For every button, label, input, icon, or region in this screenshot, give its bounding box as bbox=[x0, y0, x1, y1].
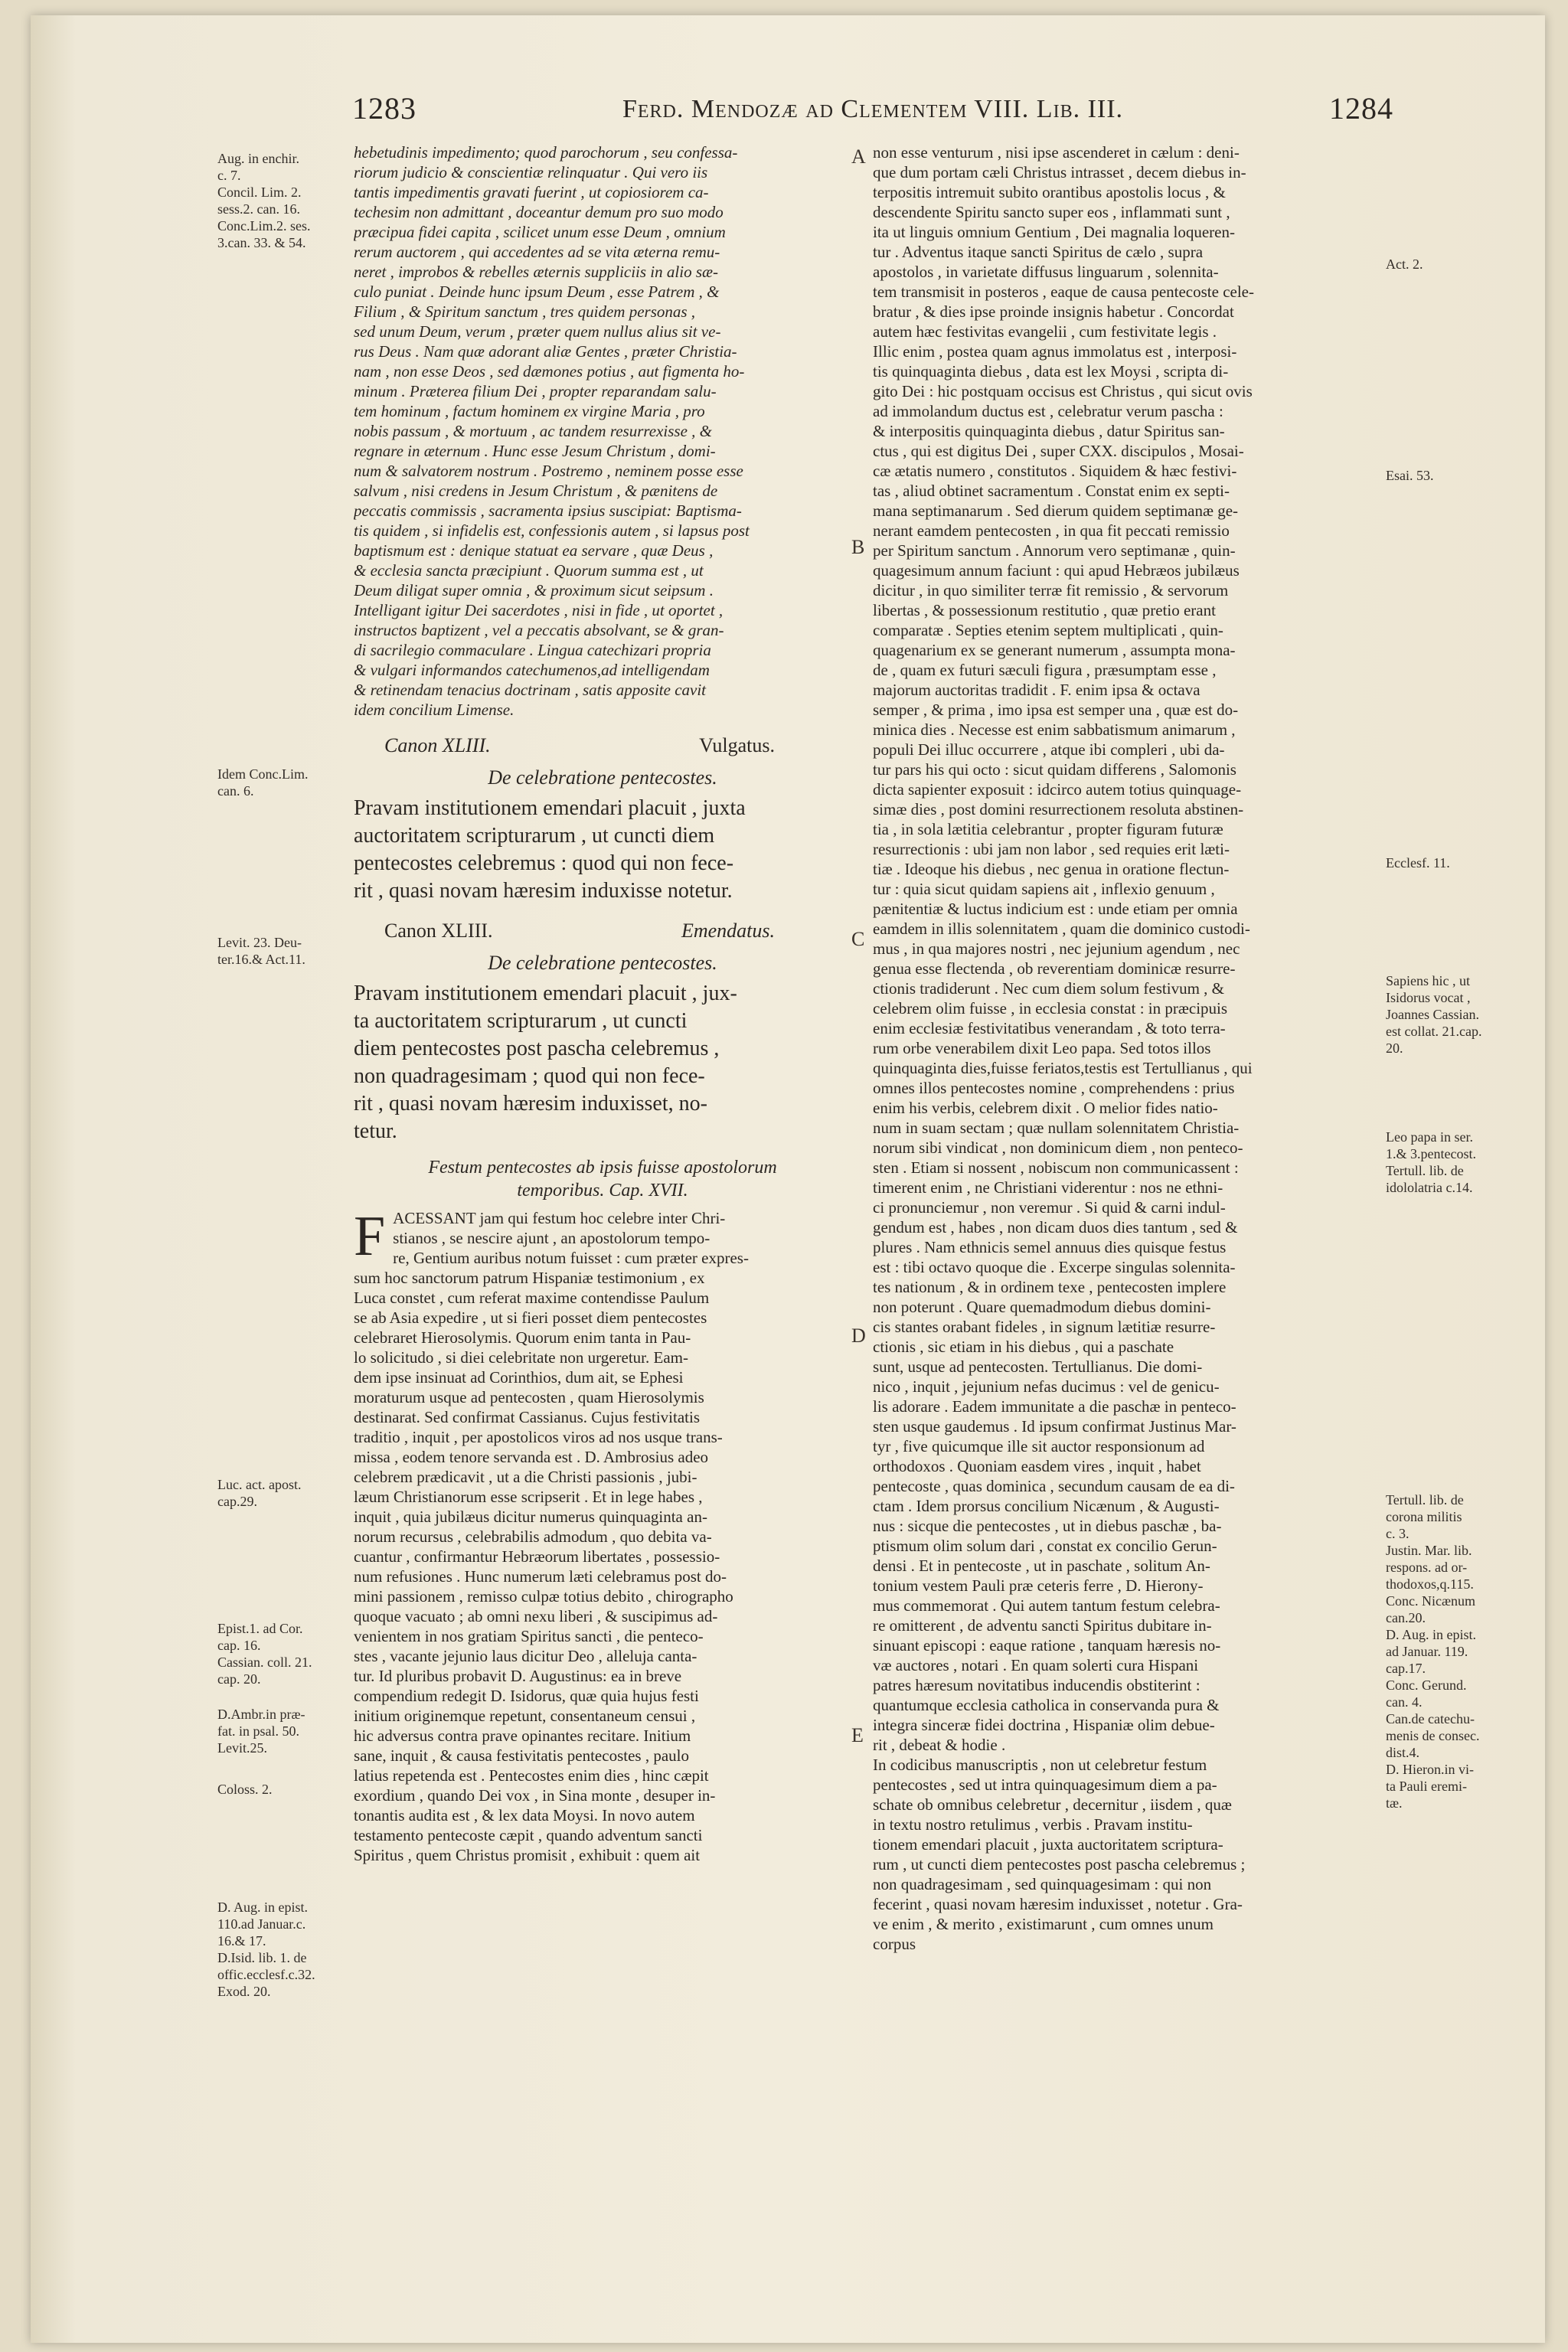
text-line: integra sinceræ fidei doctrina , Hispaniæ olim debue- bbox=[873, 1716, 1215, 1734]
drop-cap: F bbox=[354, 1205, 386, 1268]
left-note bbox=[217, 1476, 301, 1510]
page-number-left: 1283 bbox=[352, 91, 416, 126]
right-column bbox=[873, 142, 1370, 1954]
text-line: Illic enim , postea quam agnus immolatus est , interposi- bbox=[873, 342, 1237, 361]
text-line: sunt, usque ad pentecosten. Tertullianus. Die domi- bbox=[873, 1357, 1203, 1376]
text-line: dicitur , in quo similiter terræ fit remissio , & servorum bbox=[873, 581, 1229, 599]
text-line: mus commemorat . Qui autem tantum festum celebra- bbox=[873, 1596, 1220, 1615]
left-note bbox=[217, 1706, 305, 1756]
text-line: dist.4. bbox=[1386, 1745, 1420, 1760]
text-line: Pravam institutionem emendari placuit , jux- bbox=[354, 982, 737, 1005]
canon-text-emendatus bbox=[354, 980, 851, 1145]
text-line: comparatæ . Septies etenim septem multiplicati , quin- bbox=[873, 621, 1223, 639]
text-line: cap. 16. bbox=[217, 1638, 261, 1653]
text-line: celebrem prædicavit , ut a die Christi passionis , jubi- bbox=[354, 1468, 697, 1486]
text-line: Levit.25. bbox=[217, 1740, 267, 1756]
text-line: quoque vacuato ; ab omni nexu liberi , & suscipimus ad- bbox=[354, 1607, 718, 1625]
text-line: cap.17. bbox=[1386, 1661, 1426, 1676]
text-line: norum recursus , celebrabilis admodum , quo debita va- bbox=[354, 1527, 712, 1546]
text-line: rus Deus . Nam quæ adorant aliæ Gentes , præter Christia- bbox=[354, 342, 737, 361]
text-line: tæ. bbox=[1386, 1795, 1403, 1811]
text-line: pentecoste , quas dominica , secundum causam de ea di- bbox=[873, 1477, 1235, 1495]
text-line: in textu nostro retulimus , verbis . Pravam institu- bbox=[873, 1815, 1193, 1834]
text-line: ACESSANT jam qui festum hoc celebre inter Chri- bbox=[393, 1209, 726, 1227]
text-line: libertas , & possessionum restitutio , quæ pretio erant bbox=[873, 601, 1216, 619]
text-line: non quadragesimam ; quod qui non fece- bbox=[354, 1064, 705, 1088]
text-line: pænitentiæ & luctus indicium est : unde etiam per omnia bbox=[873, 900, 1238, 918]
text-line: menis de consec. bbox=[1386, 1728, 1480, 1743]
left-note bbox=[217, 766, 308, 799]
text-line: Act. 2. bbox=[1386, 256, 1423, 272]
section-letter-c: C bbox=[851, 928, 865, 950]
text-line: tiæ . Ideoque his diebus , nec genua in oratione flectun- bbox=[873, 860, 1230, 878]
text-line: exordium , quando Dei vox , in Sina monte , desuper in- bbox=[354, 1786, 716, 1805]
text-line: tia , in sola lætitia celebrantur , propter figuram futuræ bbox=[873, 820, 1223, 838]
text-line: tis quidem , si infidelis est, confessionis autem , si lapsus post bbox=[354, 521, 750, 540]
text-line: tis quinquaginta diebus , data est lex Moysi , scripta di- bbox=[873, 362, 1229, 381]
text-line: can.20. bbox=[1386, 1610, 1426, 1625]
chapter-heading bbox=[354, 1156, 851, 1202]
text-line: præcipua fidei capita , scilicet unum esse Deum , omnium bbox=[354, 223, 726, 241]
text-line: 20. bbox=[1386, 1040, 1403, 1056]
text-line: & vulgari informandos catechumenos,ad intelligendam bbox=[354, 661, 710, 679]
text-line: baptismum est : denique statuat ea servare , quæ Deus , bbox=[354, 541, 714, 560]
text-line: 16.& 17. bbox=[217, 1933, 266, 1949]
left-note bbox=[217, 1899, 315, 2000]
text-line: tas , aliud obtinet sacramentum . Constat enim ex septi- bbox=[873, 482, 1230, 500]
text-line: eamdem in illis solennitatem , quam die dominico custodi- bbox=[873, 920, 1250, 938]
canon-subheading: De celebratione pentecostes. bbox=[488, 952, 717, 974]
section-letter-b: B bbox=[851, 536, 865, 558]
text-line: In codicibus manuscriptis , non ut celebretur festum bbox=[873, 1756, 1207, 1774]
text-line: stianos , se nescire ajunt , an apostolorum tempo- bbox=[393, 1229, 710, 1247]
text-line: nobis passum , & mortuum , ac tandem resurrexisse , & bbox=[354, 422, 713, 440]
text-line: & interpositis quinquaginta diebus , datur Spiritus san- bbox=[873, 422, 1225, 440]
text-line: instructos baptizent , vel a peccatis absolvant, se & gran- bbox=[354, 621, 724, 639]
canon-version-label: Vulgatus. bbox=[699, 734, 775, 756]
left-note bbox=[217, 150, 311, 251]
right-note bbox=[1386, 256, 1423, 273]
text-line: Festum pentecostes ab ipsis fuisse apostolorum bbox=[428, 1158, 777, 1178]
right-note bbox=[1386, 1491, 1479, 1811]
left-note bbox=[217, 934, 305, 968]
text-line: D.Isid. lib. 1. de bbox=[217, 1950, 307, 1965]
text-line: initium originemque repetunt, consentaneum censui , bbox=[354, 1707, 696, 1725]
text-line: Tertull. lib. de bbox=[1386, 1492, 1464, 1508]
text-line: idem concilium Limense. bbox=[354, 701, 514, 719]
text-line: est : tibi octavo quoque die . Excerpe singulas solennita- bbox=[873, 1258, 1236, 1276]
text-line: pentecostes celebremus : quod qui non fece- bbox=[354, 851, 734, 875]
text-line: moraturum usque ad pentecosten , quam Hierosolymis bbox=[354, 1388, 704, 1406]
text-line: nus : sicque die pentecostes , ut in diebus paschæ , ba- bbox=[873, 1517, 1222, 1535]
text-line: schate ob omnibus celebretur , decernitur , iisdem , quæ bbox=[873, 1795, 1232, 1814]
text-line: omnes illos pentecostes nomine , comprehendens : prius bbox=[873, 1079, 1235, 1097]
text-line: Sapiens hic , ut bbox=[1386, 973, 1470, 988]
text-line: Concil. Lim. 2. bbox=[217, 185, 302, 200]
text-line: neret , improbos & rebelles æternis suppliciis in alio sæ- bbox=[354, 263, 718, 281]
right-note bbox=[1386, 467, 1434, 484]
text-line: rerum auctorem , qui accedentes ad se vita æterna remu- bbox=[354, 243, 720, 261]
text-line: tantis impedimentis gravati fuerint , ut copiosiorem ca- bbox=[354, 183, 709, 201]
text-line: gendum est , habes , non dicam duos dies tantum , sed & bbox=[873, 1218, 1238, 1236]
text-line: rit , quasi novam hæresim induxisset, no- bbox=[354, 1092, 707, 1116]
text-line: dem ipse insinuat ad Corinthios, dum ait, se Ephesi bbox=[354, 1368, 684, 1387]
text-line: celebrem olim fuisse , in ecclesia constat : in præcipuis bbox=[873, 999, 1228, 1018]
text-line: tonantis audita est , & lex data Moysi. In novo autem bbox=[354, 1806, 695, 1824]
text-line: re, Gentium auribus notum fuisset : cum præter expres- bbox=[393, 1249, 749, 1267]
text-line: & retinendam tenacius doctrinam , satis apposite cavit bbox=[354, 681, 707, 699]
text-line: sinuant episcopi : eaque ratione , tanquam hæresis no- bbox=[873, 1636, 1221, 1655]
text-line: ta auctoritatem scripturarum , ut cuncti bbox=[354, 1009, 688, 1033]
text-line: ad Januar. 119. bbox=[1386, 1644, 1468, 1659]
section-letter-d: D bbox=[851, 1325, 866, 1347]
text-line: ter.16.& Act.11. bbox=[217, 952, 305, 967]
text-line: tem transmisit in posteros , eaque de causa pentecoste cele- bbox=[873, 283, 1254, 301]
text-line: minum . Præterea filium Dei , propter reparandam salu- bbox=[354, 382, 717, 400]
text-line: rit , quasi novam hæresim induxisse notetur. bbox=[354, 879, 733, 903]
text-line: stes , vacante jejunio laus dicitur Deo , alleluja canta- bbox=[354, 1647, 697, 1665]
text-line: sten . Etiam si nossent , nobiscum non communicassent : bbox=[873, 1158, 1239, 1177]
text-line: tonium vestem Pauli præ ceteris ferre , D. Hierony- bbox=[873, 1576, 1204, 1595]
text-line: tionem emendari placuit , juxta auctoritatem scriptura- bbox=[873, 1835, 1223, 1854]
text-line: dicta sapienter exposuit : idcirco autem totius quinquage- bbox=[873, 780, 1242, 799]
text-line: offic.ecclesf.c.32. bbox=[217, 1967, 315, 1982]
text-line: hebetudinis impedimento; quod parochorum , seu confessa- bbox=[354, 143, 738, 162]
canon-subheading: De celebratione pentecostes. bbox=[488, 766, 717, 789]
text-line: destinarat. Sed confirmat Cassianus. Cujus festivitatis bbox=[354, 1408, 701, 1426]
text-line: fecerint , quasi novam hæresim induxisset , notetur . Gra- bbox=[873, 1895, 1243, 1913]
page-number-right: 1284 bbox=[1329, 91, 1393, 126]
text-line: Joannes Cassian. bbox=[1386, 1007, 1479, 1022]
text-line: Justin. Mar. lib. bbox=[1386, 1543, 1472, 1558]
text-line: Deum diligat super omnia , & proximum sicut seipsum . bbox=[354, 581, 714, 599]
text-line: ctionis tradiderunt . Nec cum diem solum festivum , & bbox=[873, 979, 1224, 998]
text-line: resurrectionis : ubi jam non labor , sed requies erit læti- bbox=[873, 840, 1230, 858]
text-line: Conc. Nicænum bbox=[1386, 1593, 1475, 1609]
canon-heading-emendatus bbox=[354, 916, 851, 946]
text-line: Conc.Lim.2. ses. bbox=[217, 218, 311, 234]
canon-number: Canon XLIII. bbox=[384, 734, 491, 756]
text-line: Ecclesf. 11. bbox=[1386, 855, 1450, 871]
text-line: mana septimanarum . Sed dierum quidem septimanæ ge- bbox=[873, 501, 1239, 520]
isidore-quote-paragraph bbox=[873, 142, 1370, 1755]
text-line: per Spiritum sanctum . Annorum vero septimanæ , quin- bbox=[873, 541, 1236, 560]
text-line: thodoxos,q.115. bbox=[1386, 1576, 1474, 1592]
text-line: lis adorare . Eadem immunitate a die paschæ in penteco- bbox=[873, 1397, 1236, 1416]
text-line: semper , & prima , imo ipsa est semper una , quæ est do- bbox=[873, 701, 1239, 719]
text-line: corona militis bbox=[1386, 1509, 1462, 1524]
text-line: sane, inquit , & causa festivitatis pentecostes , paulo bbox=[354, 1746, 689, 1765]
text-line: nico , inquit , jejunium nefas ducimus : vel de genicu- bbox=[873, 1377, 1220, 1396]
text-line: densi . Et in pentecoste , ut in paschate , solitum An- bbox=[873, 1557, 1210, 1575]
text-line: sten usque gaudemus . Id ipsum confirmat Justinus Mar- bbox=[873, 1417, 1236, 1436]
text-line: tem hominum , factum hominem ex virgine Maria , pro bbox=[354, 402, 705, 420]
text-line: mus , in qua majores nostri , nec jejunium agendum , nec bbox=[873, 939, 1240, 958]
text-line: idololatria c.14. bbox=[1386, 1180, 1473, 1195]
text-line: Exod. 20. bbox=[217, 1984, 271, 1999]
section-letter-e: E bbox=[851, 1724, 864, 1746]
text-line: quantumque ecclesia catholica in conservanda pura & bbox=[873, 1696, 1220, 1714]
text-line: venientem in nos gratiam Spiritus sancti , die penteco- bbox=[354, 1627, 704, 1645]
text-line: de , quam ex futuri sæculi figura , præsumptam esse , bbox=[873, 661, 1217, 679]
text-line: temporibus. Cap. XVII. bbox=[517, 1181, 688, 1200]
text-line: num refusiones . Hunc numerum læti celebramus post do- bbox=[354, 1567, 727, 1586]
text-line: re omitterent , de adventu sancti Spiritus dubitare in- bbox=[873, 1616, 1212, 1635]
text-line: Leo papa in ser. bbox=[1386, 1129, 1473, 1145]
catechism-paragraph bbox=[354, 142, 851, 720]
text-line: num in suam sectam ; quæ nullam solennitatem Christia- bbox=[873, 1119, 1240, 1137]
text-line: latius repetenda est . Pentecostes enim dies , hinc cæpit bbox=[354, 1766, 709, 1785]
left-note bbox=[217, 1781, 273, 1798]
text-line: non esse venturum , nisi ipse ascenderet in cælum : deni- bbox=[873, 143, 1240, 162]
text-line: fat. in psal. 50. bbox=[217, 1723, 299, 1739]
text-line: rum orbe venerabilem dixit Leo papa. Sed totos illos bbox=[873, 1039, 1211, 1057]
text-line: apostolos , in varietate diffusus linguarum , solennita- bbox=[873, 263, 1219, 281]
text-line: tur : quia sicut quidam sapiens ait , inflexio genuum , bbox=[873, 880, 1215, 898]
text-line: bratur , & dies ipse proinde insignis habetur . Concordat bbox=[873, 302, 1234, 321]
text-line: Idem Conc.Lim. bbox=[217, 766, 309, 782]
text-line: Spiritus , quem Christus promisit , exhibuit : quem ait bbox=[354, 1846, 701, 1864]
right-note bbox=[1386, 1129, 1476, 1196]
text-line: se ab Asia expedire , ut si fieri posset diem pentecostes bbox=[354, 1308, 707, 1327]
text-line: Intelligant igitur Dei sacerdotes , nisi in fide , ut oportet , bbox=[354, 601, 724, 619]
right-note bbox=[1386, 972, 1481, 1057]
text-line: ctam . Idem prorsus concilium Nicænum , & Augusti- bbox=[873, 1497, 1220, 1515]
text-line: cæ ætatis numero , constitutos . Siquidem & hæc festivi- bbox=[873, 462, 1237, 480]
text-line: autem hæc festivitas evangelii , cum festivitate legis . bbox=[873, 322, 1217, 341]
text-line: Conc. Gerund. bbox=[1386, 1677, 1467, 1693]
text-line: Tertull. lib. de bbox=[1386, 1163, 1464, 1178]
chapter-body bbox=[354, 1205, 851, 1865]
text-line: testamento pentecoste cæpit , quando adventum sancti bbox=[354, 1826, 703, 1844]
text-line: ci pronunciemur , non veremur . Si quid & carni indul- bbox=[873, 1198, 1226, 1217]
text-line: nerant eamdem pentecosten , in qua fit peccati remissio bbox=[873, 521, 1230, 540]
text-line: populi Dei illuc occurrere , atque ibi compleri , ubi da- bbox=[873, 740, 1225, 759]
text-line: missa , eodem tenore servanda est . D. Ambrosius adeo bbox=[354, 1448, 709, 1466]
text-line: can. 6. bbox=[217, 783, 254, 799]
text-line: cap.29. bbox=[217, 1494, 257, 1509]
text-line: & ecclesia sancta præcipiunt . Quorum summa est , ut bbox=[354, 561, 704, 580]
text-line: num & salvatorem nostrum . Postremo , neminem posse esse bbox=[354, 462, 743, 480]
manuscript-paragraph bbox=[873, 1755, 1370, 1954]
text-line: compendium redegit D. Isidorus, quæ quia hujus festi bbox=[354, 1687, 699, 1705]
text-line: patres hæresum novitatibus inducendis obstiterint : bbox=[873, 1676, 1200, 1694]
text-line: gito Dei : hic postquam occisus est Christus , qui sicut ovis bbox=[873, 382, 1253, 400]
text-line: ita ut linguis omnium Gentium , Dei magnalia loqueren- bbox=[873, 223, 1235, 241]
text-line: non quadragesimam , sed quinquagesimam : qui non bbox=[873, 1875, 1212, 1893]
text-line: Epist.1. ad Cor. bbox=[217, 1621, 303, 1636]
text-line: Esai. 53. bbox=[1386, 468, 1434, 483]
text-line: D. Hieron.in vi- bbox=[1386, 1762, 1474, 1777]
canon-version-label: Emendatus. bbox=[681, 920, 775, 942]
text-line: ve enim , & merito , existimarunt , cum omnes unum bbox=[873, 1915, 1214, 1933]
text-line: quagesimum annum faciunt : qui apud Hebræos jubilæus bbox=[873, 561, 1240, 580]
text-line: 3.can. 33. & 54. bbox=[217, 235, 306, 250]
text-line: Aug. in enchir. bbox=[217, 151, 299, 166]
text-line: tes nationum , & in ordinem texe , pentecosten implere bbox=[873, 1278, 1227, 1296]
text-line: ad immolandum ductus est , celebratur verum pascha : bbox=[873, 402, 1223, 420]
text-line: di sacrilegio commaculare . Lingua catechizari propria bbox=[354, 641, 711, 659]
text-line: 110.ad Januar.c. bbox=[217, 1916, 306, 1932]
text-line: inquit , quia jubilæus dicitur numerus quinquaginta an- bbox=[354, 1508, 707, 1526]
text-line: que dum portam cæli Christus intrasset , decem diebus in- bbox=[873, 163, 1246, 181]
text-line: hic adversus contra prave opinantes recitare. Initium bbox=[354, 1726, 691, 1745]
text-line: tur. Id pluribus probavit D. Augustinus: ea in breve bbox=[354, 1667, 682, 1685]
text-line: norum sibi vindicat , non dominicum diem , non penteco- bbox=[873, 1138, 1243, 1157]
text-line: Luc. act. apost. bbox=[217, 1477, 302, 1492]
text-line: sess.2. can. 16. bbox=[217, 201, 300, 217]
text-line: D. Aug. in epist. bbox=[217, 1900, 309, 1915]
text-line: plures . Nam ethnicis semel annuus dies quisque festus bbox=[873, 1238, 1227, 1256]
text-line: Luca constet , cum referat maxime contendisse Paulum bbox=[354, 1289, 710, 1307]
text-line: D.Ambr.in præ- bbox=[217, 1707, 305, 1722]
text-line: tyr , five quicumque ille sit auctor responsionum ad bbox=[873, 1437, 1205, 1455]
text-line: regnare in æternum . Hunc esse Jesum Christum , domi- bbox=[354, 442, 716, 460]
text-line: nam , non esse Deos , sed dæmones potius , aut figmenta ho- bbox=[354, 362, 745, 381]
page-header bbox=[352, 90, 1393, 136]
text-line: diem pentecostes post pascha celebremus , bbox=[354, 1037, 720, 1060]
text-line: 1.& 3.pentecost. bbox=[1386, 1146, 1476, 1161]
text-line: ctus , qui est digitus Dei , super CXX. discipulos , Mosai- bbox=[873, 442, 1244, 460]
text-line: lo solicitudo , si diei celebritate non urgeretur. Eam- bbox=[354, 1348, 688, 1367]
text-line: celebraret Hierosolymis. Quorum enim tanta in Pau- bbox=[354, 1328, 691, 1347]
text-line: Coloss. 2. bbox=[217, 1782, 273, 1797]
text-line: terpositis intremuit subito orantibus apostolis locus , & bbox=[873, 183, 1226, 201]
text-line: cap. 20. bbox=[217, 1671, 261, 1687]
text-line: orthodoxos . Quoniam easdem vires , inquit , habet bbox=[873, 1457, 1201, 1475]
text-line: tur pars his qui octo : sicut quidam differens , Salomonis bbox=[873, 760, 1236, 779]
text-line: Filium , & Spiritum sanctum , tres quidem personas , bbox=[354, 302, 696, 321]
text-line: culo puniat . Deinde hunc ipsum Deum , esse Patrem , & bbox=[354, 283, 720, 301]
text-line: ctionis , sic etiam in his diebus , qui a paschate bbox=[873, 1338, 1174, 1356]
text-line: enim his verbis, celebrem dixit . O melior fides natio- bbox=[873, 1099, 1218, 1117]
text-line: cuantur , confirmantur Hebræorum libertates , possessio- bbox=[354, 1547, 720, 1566]
text-line: techesim non admittant , doceantur demum pro suo modo bbox=[354, 203, 724, 221]
text-line: traditio , inquit , per apostolicos viros ad nos usque trans- bbox=[354, 1428, 723, 1446]
text-line: can. 4. bbox=[1386, 1694, 1423, 1710]
text-line: tetur. bbox=[354, 1119, 397, 1143]
canon-heading-vulgatus bbox=[354, 730, 851, 761]
text-line: Cassian. coll. 21. bbox=[217, 1655, 312, 1670]
text-line: rum , ut cuncti diem pentecostes post pascha celebremus ; bbox=[873, 1855, 1246, 1873]
text-line: væ auctores , notari . En quam solerti cura Hispani bbox=[873, 1656, 1199, 1674]
text-line: D. Aug. in epist. bbox=[1386, 1627, 1477, 1642]
text-line: Can.de catechu- bbox=[1386, 1711, 1475, 1726]
text-line: sum hoc sanctorum patrum Hispaniæ testimonium , ex bbox=[354, 1269, 705, 1287]
text-line: c. 3. bbox=[1386, 1526, 1410, 1541]
text-line: læum Christianorum esse scripserit . Et in lege habes , bbox=[354, 1488, 703, 1506]
text-line: cis stantes orabant fideles , in signum lætitiæ resurre- bbox=[873, 1318, 1216, 1336]
text-line: Pravam institutionem emendari placuit , juxta bbox=[354, 796, 746, 820]
running-title: Ferd. Mendozæ ad Clementem VIII. Lib. III. bbox=[622, 95, 1124, 123]
text-line: ta Pauli eremi- bbox=[1386, 1779, 1467, 1794]
canon-text-vulgatus bbox=[354, 795, 851, 905]
text-line: mini passionem , remisso culpæ totius debito , chirographo bbox=[354, 1587, 733, 1606]
text-line: corpus bbox=[873, 1935, 916, 1953]
text-line: genua esse flectenda , ob reverentiam dominicæ resurre- bbox=[873, 959, 1236, 978]
text-line: c. 7. bbox=[217, 168, 241, 183]
section-letter-a: A bbox=[851, 145, 866, 168]
chapter-paragraph bbox=[354, 1205, 851, 1865]
right-note bbox=[1386, 854, 1450, 871]
text-line: simæ dies , post domini resurrectionem resoluta abstinen- bbox=[873, 800, 1244, 818]
text-line: salvum , nisi credens in Jesum Christum , & pænitens de bbox=[354, 482, 718, 500]
text-line: majorum auctoritas tradidit . F. enim ipsa & octava bbox=[873, 681, 1200, 699]
text-line: auctoritatem scripturarum , ut cuncti diem bbox=[354, 824, 715, 848]
text-line: minica dies . Necesse est enim sabbatismum animarum , bbox=[873, 720, 1236, 739]
left-column bbox=[354, 142, 851, 1865]
text-line: rit , debeat & hodie . bbox=[873, 1736, 1006, 1754]
text-line: quagenarium ex se generant numerum , assumpta mona- bbox=[873, 641, 1236, 659]
text-line: quinquaginta dies,fuisse feriatos,testis est Tertullianus , qui bbox=[873, 1059, 1253, 1077]
text-line: non poterunt . Quare quemadmodum diebus domini- bbox=[873, 1298, 1211, 1316]
text-line: ptismum olim solum dari , constat ex concilio Gerun- bbox=[873, 1537, 1217, 1555]
text-line: sed unum Deum, verum , præter quem nullus alius sit ve- bbox=[354, 322, 721, 341]
text-line: tur . Adventus itaque sancti Spiritus de cælo , supra bbox=[873, 243, 1204, 261]
text-line: Levit. 23. Deu- bbox=[217, 935, 302, 950]
text-line: peccatis commissis , sacramenta ipsius suscipiat: Baptisma- bbox=[354, 501, 742, 520]
text-line: respons. ad or- bbox=[1386, 1560, 1468, 1575]
text-line: Isidorus vocat , bbox=[1386, 990, 1471, 1005]
text-line: riorum judicio & conscientiæ relinquatur . Qui vero iis bbox=[354, 163, 708, 181]
text-line: enim ecclesiæ festivitatibus venerandam , & toto terra- bbox=[873, 1019, 1226, 1037]
text-line: pentecostes , sed ut intra quinquagesimum diem a pa- bbox=[873, 1775, 1217, 1794]
text-line: descendente Spiritu sancto super eos , inflammati sunt , bbox=[873, 203, 1230, 221]
text-line: est collat. 21.cap. bbox=[1386, 1024, 1482, 1039]
canon-number: Canon XLIII. bbox=[384, 920, 493, 942]
left-note bbox=[217, 1620, 312, 1687]
text-line: timerent enim , ne Christiani viderentur : nos ne ethni- bbox=[873, 1178, 1223, 1197]
